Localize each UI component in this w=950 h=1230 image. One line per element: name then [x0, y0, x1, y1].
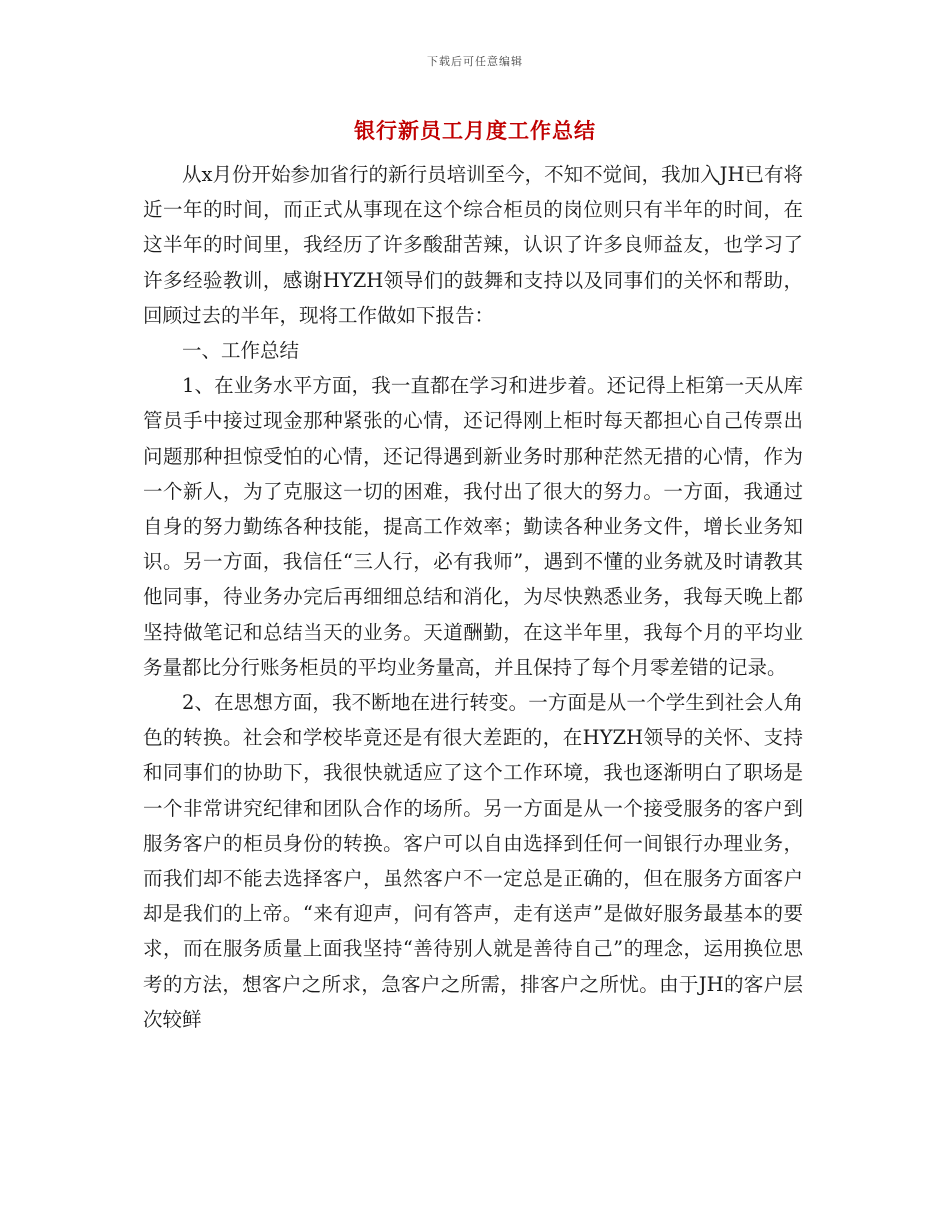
paragraph-intro: 从x月份开始参加省行的新行员培训至今，不知不觉间，我加入JH已有将近一年的时间，而正式从事现在这个综合柜员的岗位则只有半年的时间，在这半年的时间里，我经历了许多酸甜苦辣，认识了许多良师益友，也学习了许多经验教训，感谢HYZH领导们的鼓舞和支持以及同事们的关怀和帮助，回顾过去的半年，现将工作做如下报告：	[143, 163, 803, 327]
header-note: 下载后可任意编辑	[427, 55, 523, 68]
section-heading-work-summary: 一、工作总结	[182, 339, 300, 363]
document-body	[143, 157, 803, 1037]
paragraph-mindset: 2、在思想方面，我不断地在进行转变。一方面是从一个学生到社会人角色的转换。社会和学校毕竟还是有很大差距的，在HYZH领导的关怀、支持和同事们的协助下，我很快就适应了这个工作环境，我也逐渐明白了职场是一个非常讲究纪律和团队合作的场所。另一方面是从一个接受服务的客户到服务客户的柜员身份的转换。客户可以自由选择到任何一间银行办理业务，而我们却不能去选择客户，虽然客户不一定总是正确的，但在服务方面客户却是我们的上帝。“来有迎声，问有答声，走有送声”是做好服务最基本的要求，而在服务质量上面我坚持“善待别人就是善待自己”的理念，运用换位思考的方法，想客户之所求，急客户之所需，排客户之所忧。由于JH的客户层次较鲜	[143, 691, 803, 1031]
document-title: 银行新员工月度工作总结	[354, 118, 596, 143]
paragraph-business-level: 1、在业务水平方面，我一直都在学习和进步着。还记得上柜第一天从库管员手中接过现金那种紧张的心情，还记得刚上柜时每天都担心自己传票出问题那种担惊受怕的心情，还记得遇到新业务时那种茫然无措的心情，作为一个新人，为了克服这一切的困难，我付出了很大的努力。一方面，我通过自身的努力勤练各种技能，提高工作效率；勤读各种业务文件，增长业务知识。另一方面，我信任“三人行，必有我师”，遇到不懂的业务就及时请教其他同事，待业务办完后再细细总结和消化，为尽快熟悉业务，我每天晚上都坚持做笔记和总结当天的业务。天道酬勤，在这半年里，我每个月的平均业务量都比分行账务柜员的平均业务量高，并且保持了每个月零差错的记录。	[143, 374, 803, 679]
